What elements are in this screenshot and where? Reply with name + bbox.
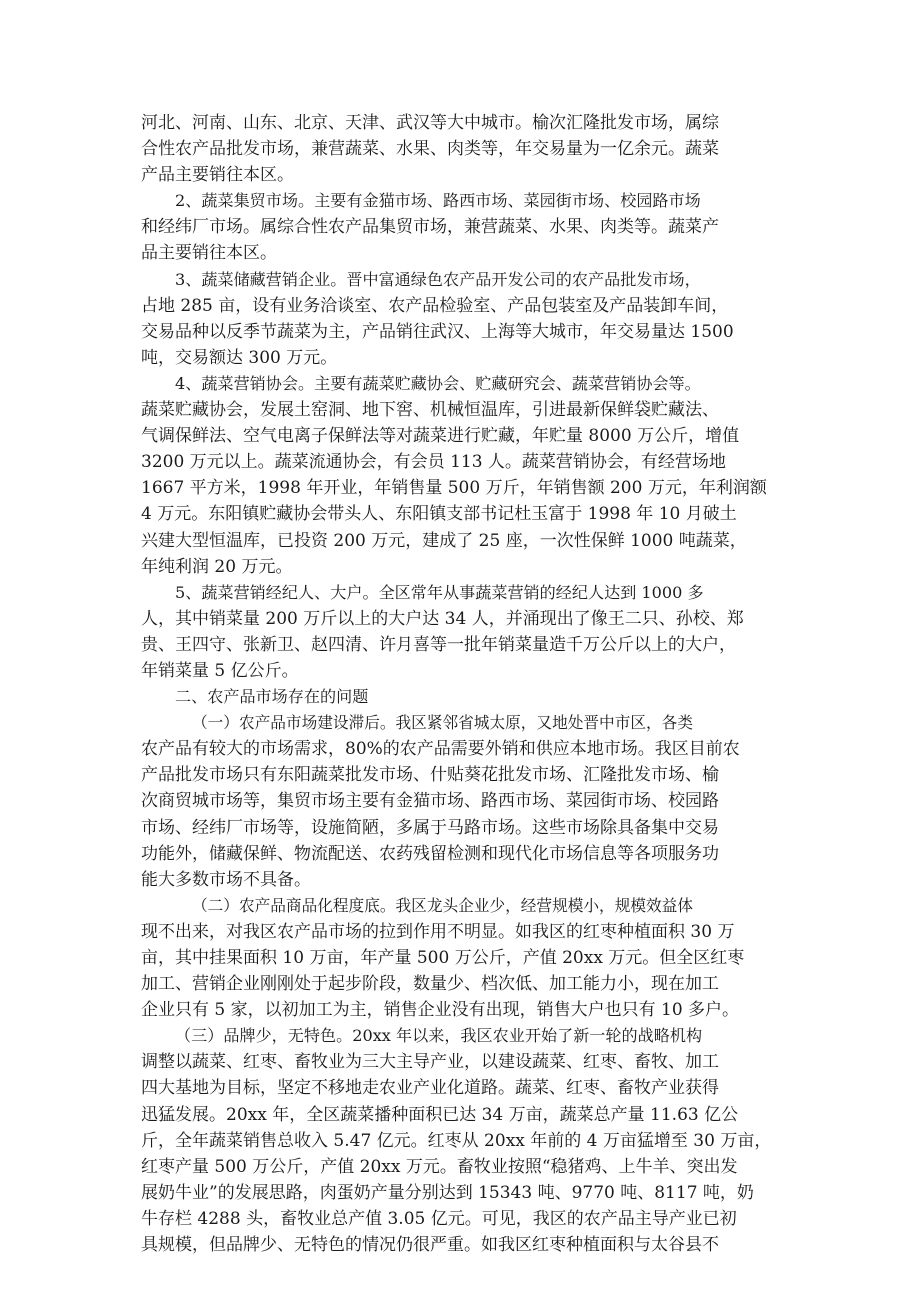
text-line: 4、蔬菜营销协会。主要有蔬菜贮藏协会、贮藏研究会、蔬菜营销协会等。 — [175, 373, 701, 393]
text-line: 迅猛发展。20xx 年，全区蔬菜播种面积已达 34 万亩，蔬菜总产量 11.63 亿公 — [141, 1104, 739, 1125]
paragraph-brands — [141, 1023, 791, 1258]
text-line: 加工、营销企业刚刚处于起步阶段，数量少、档次低、加工能力小，现在加工 — [141, 974, 719, 995]
text-line: 调整以蔬菜、红枣、畜牧业为三大主导产业，以建设蔬菜、红枣、畜牧、加工 — [141, 1052, 719, 1073]
text-line: 交易品种以反季节蔬菜为主，产品销往武汉、上海等大城市，年交易量达 1500 — [141, 321, 734, 342]
text-line: 功能外，储藏保鲜、物流配送、农药残留检测和现代化市场信息等各项服务功 — [141, 843, 719, 864]
paragraph-storage-enterprise — [141, 267, 791, 371]
text-line: 蔬菜贮藏协会，发展土窑洞、地下窖、机械恒温库，引进最新保鲜袋贮藏法、 — [141, 400, 719, 421]
text-line: 四大基地为目标，坚定不移地走农业产业化道路。蔬菜、红枣、畜牧产业获得 — [141, 1078, 719, 1099]
text-line: 5、蔬菜营销经纪人、大户。全区常年从事蔬菜营销的经纪人达到 1000 多 — [175, 582, 704, 602]
text-line: 次商贸城市场等，集贸市场主要有金猫市场、路西市场、菜园街市场、校园路 — [141, 791, 719, 812]
text-line: 4 万元。东阳镇贮藏协会带头人、东阳镇支部书记杜玉富于 1998 年 10 月破土 — [141, 504, 737, 525]
text-line: 牛存栏 4288 头，畜牧业总产值 3.05 亿元。可见，我区的农产品主导产业已初 — [141, 1208, 737, 1229]
text-line: 斤，全年蔬菜销售总收入 5.47 亿元。红枣从 20xx 年前的 4 万亩猛增至 30 万亩， — [141, 1130, 772, 1151]
text-line: 人，其中销菜量 200 万斤以上的大户达 34 人，并涌现出了像王二只、孙校、郑 — [141, 608, 744, 629]
paragraph-vegetable-bazaar — [141, 188, 791, 266]
text-line: 品主要销往本区。 — [141, 243, 277, 264]
text-line: 2、蔬菜集贸市场。主要有金猫市场、路西市场、菜园街市场、校园路市场 — [175, 191, 701, 211]
text-line: 展奶牛业”的发展思路，肉蛋奶产量分别达到 15343 吨、9770 吨、8117 吨，奶 — [141, 1182, 754, 1203]
text-line: 农产品有较大的市场需求，80%的农产品需要外销和供应本地市场。我区目前农 — [141, 739, 740, 760]
text-line: 具规模，但品牌少、无特色的情况仍很严重。如我区红枣种植面积与太谷县不 — [141, 1235, 719, 1256]
paragraph-market-construction — [141, 710, 791, 893]
text-line: 兴建大型恒温库，已投资 200 万元，建成了 25 座，一次性保鲜 1000 吨蔬菜， — [141, 530, 747, 551]
paragraph-continuation — [141, 110, 791, 188]
text-line: 贵、王四守、张新卫、赵四清、许月喜等一批年销菜量造千万公斤以上的大户， — [141, 634, 736, 655]
section-heading — [141, 684, 791, 710]
text-line: 产品批发市场只有东阳蔬菜批发市场、什贴葵花批发市场、汇隆批发市场、榆 — [141, 765, 719, 786]
text-line: 红枣产量 500 万公斤，产值 20xx 万元。畜牧业按照“稳猪鸡、上牛羊、突出发 — [141, 1156, 738, 1177]
text-line: 3、蔬菜储藏营销企业。晋中富通绿色农产品开发公司的农产品批发市场， — [175, 269, 701, 289]
text-line: 和经纬厂市场。属综合性农产品集贸市场，兼营蔬菜、水果、肉类等。蔬菜产 — [141, 217, 719, 238]
text-line: （三）品牌少，无特色。20xx 年以来，我区农业开始了新一轮的战略机构 — [175, 1026, 703, 1046]
text-line: 能大多数市场不具备。 — [141, 869, 311, 890]
text-line: 产品主要销往本区。 — [141, 165, 294, 186]
text-line: 合性农产品批发市场，兼营蔬菜、水果、肉类等，年交易量为一亿余元。蔬菜 — [141, 139, 719, 160]
text-line: （一）农产品市场建设滞后。我区紧邻省城太原，又地处晋中市区，各类 — [192, 713, 693, 733]
text-line: 市场、经纬厂市场等，设施简陋，多属于马路市场。这些市场除具备集中交易 — [141, 817, 719, 838]
text-line: （二）农产品商品化程度底。我区龙头企业少，经营规模小，规模效益体 — [192, 895, 693, 915]
text-line: 占地 285 亩，设有业务洽谈室、农产品检验室、产品包装室及产品装卸车间， — [141, 295, 729, 316]
paragraph-brokers — [141, 580, 791, 684]
document-body — [141, 110, 791, 1258]
text-line: 年销菜量 5 亿公斤。 — [141, 660, 299, 681]
text-line: 河北、河南、山东、北京、天津、武汉等大中城市。榆次汇隆批发市场，属综 — [141, 113, 719, 133]
text-line: 年纯利润 20 万元。 — [141, 556, 293, 577]
text-line: 企业只有 5 家，以初加工为主，销售企业没有出现，销售大户也只有 10 多户。 — [141, 1000, 740, 1021]
text-line: 现不出来，对我区农产品市场的拉到作用不明显。如我区的红枣种植面积 30 万 — [141, 921, 735, 942]
text-line: 吨，交易额达 300 万元。 — [141, 347, 338, 368]
heading-text: 二、农产品市场存在的问题 — [175, 687, 369, 707]
text-line: 3200 万元以上。蔬菜流通协会，有会员 113 人。蔬菜营销协会，有经营场地 — [141, 452, 726, 473]
text-line: 亩，其中挂果面积 10 万亩，年产量 500 万公斤，产值 20xx 万元。但全区红枣 — [141, 948, 745, 968]
paragraph-commercialization — [141, 893, 791, 1023]
paragraph-marketing-association — [141, 371, 791, 580]
text-line: 1667 平方米，1998 年开业，年销售量 500 万斤，年销售额 200 万元，年利润额 — [141, 478, 767, 499]
text-line: 气调保鲜法、空气电离子保鲜法等对蔬菜进行贮藏，年贮量 8000 万公斤，增值 — [141, 426, 740, 447]
